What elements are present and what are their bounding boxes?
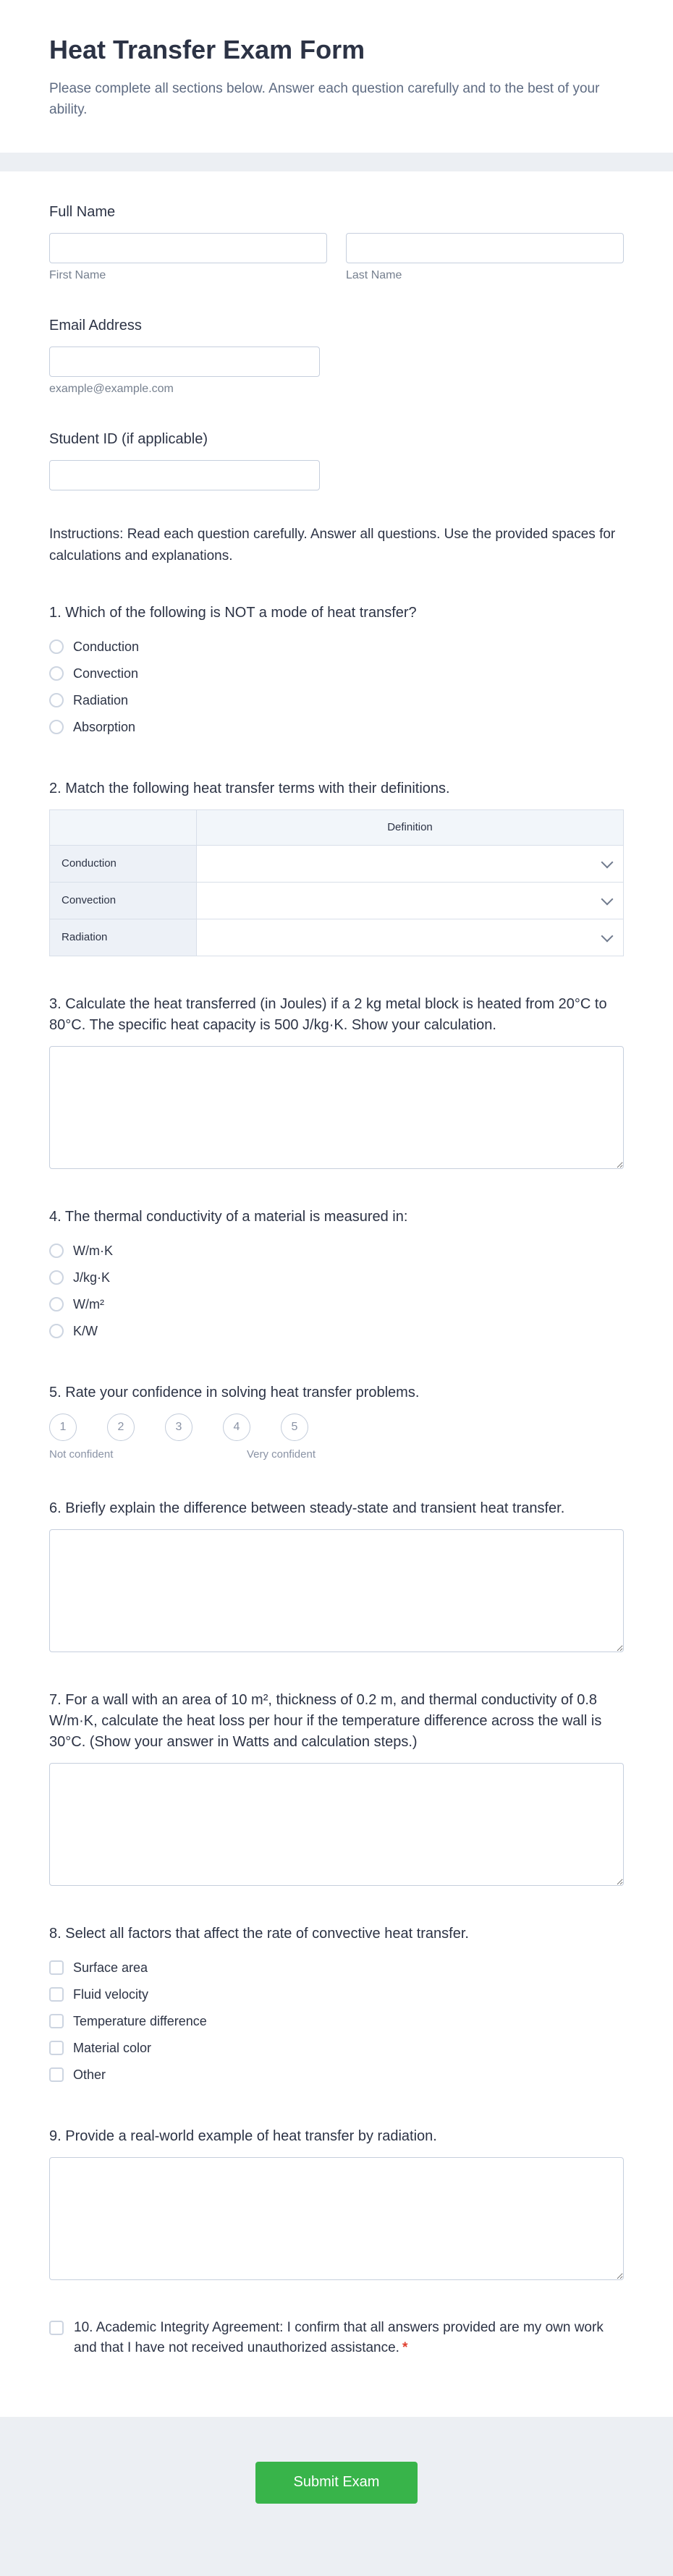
match-corner-cell [50, 809, 197, 845]
checkbox-icon[interactable] [49, 2041, 64, 2055]
question-6 [49, 1498, 624, 1652]
question-3 [49, 994, 624, 1169]
option-label: W/m·K [73, 1243, 113, 1258]
definition-select[interactable] [197, 882, 624, 919]
radio-icon[interactable] [49, 1270, 64, 1285]
question-8-label: 8. Select all factors that affect the rate of convective heat transfer. [49, 1925, 469, 1942]
q9-answer-textarea[interactable] [49, 2157, 624, 2280]
question-4 [49, 1207, 624, 1345]
confidence-scale [49, 1414, 624, 1441]
required-asterisk: * [402, 2340, 408, 2356]
submit-button[interactable]: Submit Exam [255, 2462, 418, 2504]
first-name-sublabel: First Name [49, 268, 106, 281]
scale-right-label: Very confident [246, 1448, 316, 1461]
full-name-label: Full Name [49, 203, 116, 220]
q7-answer-textarea[interactable] [49, 1763, 624, 1886]
page-subtitle: Please complete all sections below. Answer each question carefully and to the best of your ability. [49, 81, 600, 118]
checkbox-option[interactable] [49, 2008, 624, 2035]
question-5 [49, 1382, 624, 1461]
radio-icon[interactable] [49, 1297, 64, 1312]
option-label: Temperature difference [73, 2013, 207, 2028]
option-label: Fluid velocity [73, 1986, 149, 2002]
definition-select[interactable] [197, 919, 624, 956]
student-id-label: Student ID (if applicable) [49, 430, 208, 447]
definition-select[interactable] [197, 845, 624, 882]
email-sublabel: example@example.com [49, 382, 174, 395]
scale-left-label: Not confident [49, 1448, 114, 1461]
checkbox-icon[interactable] [49, 1960, 64, 1975]
option-label: Convection [73, 666, 139, 681]
section-divider [0, 153, 673, 171]
radio-icon[interactable] [49, 693, 64, 707]
student-id-input[interactable] [49, 460, 320, 490]
form-footer [0, 2417, 673, 2576]
radio-option[interactable] [49, 1264, 624, 1291]
last-name-sublabel: Last Name [346, 268, 402, 281]
scale-option-5[interactable]: 5 [281, 1414, 308, 1441]
question-5-label: 5. Rate your confidence in solving heat transfer problems. [49, 1384, 420, 1400]
scale-labels [49, 1448, 316, 1461]
last-name-col [346, 233, 624, 282]
radio-option[interactable] [49, 714, 624, 741]
option-label: K/W [73, 1323, 98, 1338]
scale-option-3[interactable]: 3 [165, 1414, 192, 1441]
agreement-row[interactable] [49, 2318, 624, 2359]
instructions-text: Instructions: Read each question carefully. Answer all questions. Use the provided spaces for calculations and explanations. [49, 526, 616, 564]
radio-icon[interactable] [49, 1324, 64, 1338]
question-2 [49, 778, 624, 956]
email-input[interactable] [49, 347, 320, 377]
page-title: Heat Transfer Exam Form [49, 35, 365, 64]
scale-option-4[interactable]: 4 [223, 1414, 250, 1441]
question-7 [49, 1690, 624, 1886]
radio-icon[interactable] [49, 1244, 64, 1258]
q3-answer-textarea[interactable] [49, 1046, 624, 1169]
question-8 [49, 1924, 624, 2088]
question-6-label: 6. Briefly explain the difference between steady-state and transient heat transfer. [49, 1500, 565, 1516]
agreement-text [74, 2318, 624, 2359]
option-label: Other [73, 2067, 106, 2082]
option-label: Material color [73, 2040, 152, 2055]
checkbox-icon[interactable] [49, 2014, 64, 2028]
match-table [49, 809, 624, 956]
checkbox-icon[interactable] [49, 1987, 64, 2002]
radio-option[interactable] [49, 1291, 624, 1318]
first-name-col [49, 233, 327, 282]
chevron-down-icon [601, 893, 614, 905]
option-label: Conduction [73, 639, 140, 654]
question-2-label: 2. Match the following heat transfer terms with their definitions. [49, 780, 450, 796]
full-name-field [49, 202, 624, 282]
question-9 [49, 2126, 624, 2280]
student-id-field [49, 429, 624, 490]
match-definition-header: Definition [197, 809, 624, 845]
match-term-label: Radiation [50, 919, 197, 956]
option-label: Radiation [73, 692, 129, 707]
match-row [50, 845, 624, 882]
question-7-label: 7. For a wall with an area of 10 m², thickness of 0.2 m, and thermal conductivity of 0.8 W/m·K, calculate the heat loss per hour if the temperature difference across the wall is 30°C. (Show your answer in Watts and calculation steps.) [49, 1691, 602, 1750]
radio-option[interactable] [49, 634, 624, 660]
agreement-label: 10. Academic Integrity Agreement: I confirm that all answers provided are my own work and that I have not received unauthorized assistance. [74, 2319, 604, 2356]
question-3-label: 3. Calculate the heat transferred (in Joules) if a 2 kg metal block is heated from 20°C to 80°C. The specific heat capacity is 500 J/kg·K. Show your calculation. [49, 995, 607, 1033]
option-label: W/m² [73, 1296, 104, 1312]
full-name-row [49, 233, 624, 282]
checkbox-option[interactable] [49, 1955, 624, 1981]
question-9-label: 9. Provide a real-world example of heat transfer by radiation. [49, 2127, 437, 2144]
option-label: Surface area [73, 1960, 148, 1975]
option-label: J/kg·K [73, 1270, 111, 1285]
form-header [0, 0, 673, 153]
checkbox-option[interactable] [49, 2062, 624, 2088]
question-1 [49, 603, 624, 741]
form-body [0, 171, 673, 2417]
first-name-input[interactable] [49, 233, 327, 263]
radio-option[interactable] [49, 1318, 624, 1345]
email-label: Email Address [49, 317, 142, 333]
match-term-label: Conduction [50, 845, 197, 882]
checkbox-option[interactable] [49, 2035, 624, 2062]
radio-icon[interactable] [49, 720, 64, 734]
match-row [50, 919, 624, 956]
scale-option-1[interactable]: 1 [49, 1414, 77, 1441]
chevron-down-icon [601, 930, 614, 942]
radio-option[interactable] [49, 1238, 624, 1264]
question-1-label: 1. Which of the following is NOT a mode of heat transfer? [49, 604, 417, 621]
checkbox-option[interactable] [49, 1981, 624, 2008]
q6-answer-textarea[interactable] [49, 1529, 624, 1652]
radio-option[interactable] [49, 660, 624, 687]
scale-option-2[interactable]: 2 [107, 1414, 135, 1441]
option-label: Absorption [73, 719, 136, 734]
last-name-input[interactable] [346, 233, 624, 263]
match-term-label: Convection [50, 882, 197, 919]
radio-icon[interactable] [49, 666, 64, 681]
email-field [49, 315, 624, 396]
radio-option[interactable] [49, 687, 624, 714]
agreement-checkbox-icon[interactable] [49, 2321, 64, 2335]
question-4-label: 4. The thermal conductivity of a material is measured in: [49, 1208, 408, 1225]
chevron-down-icon [601, 856, 614, 868]
match-row [50, 882, 624, 919]
radio-icon[interactable] [49, 639, 64, 654]
checkbox-icon[interactable] [49, 2067, 64, 2082]
